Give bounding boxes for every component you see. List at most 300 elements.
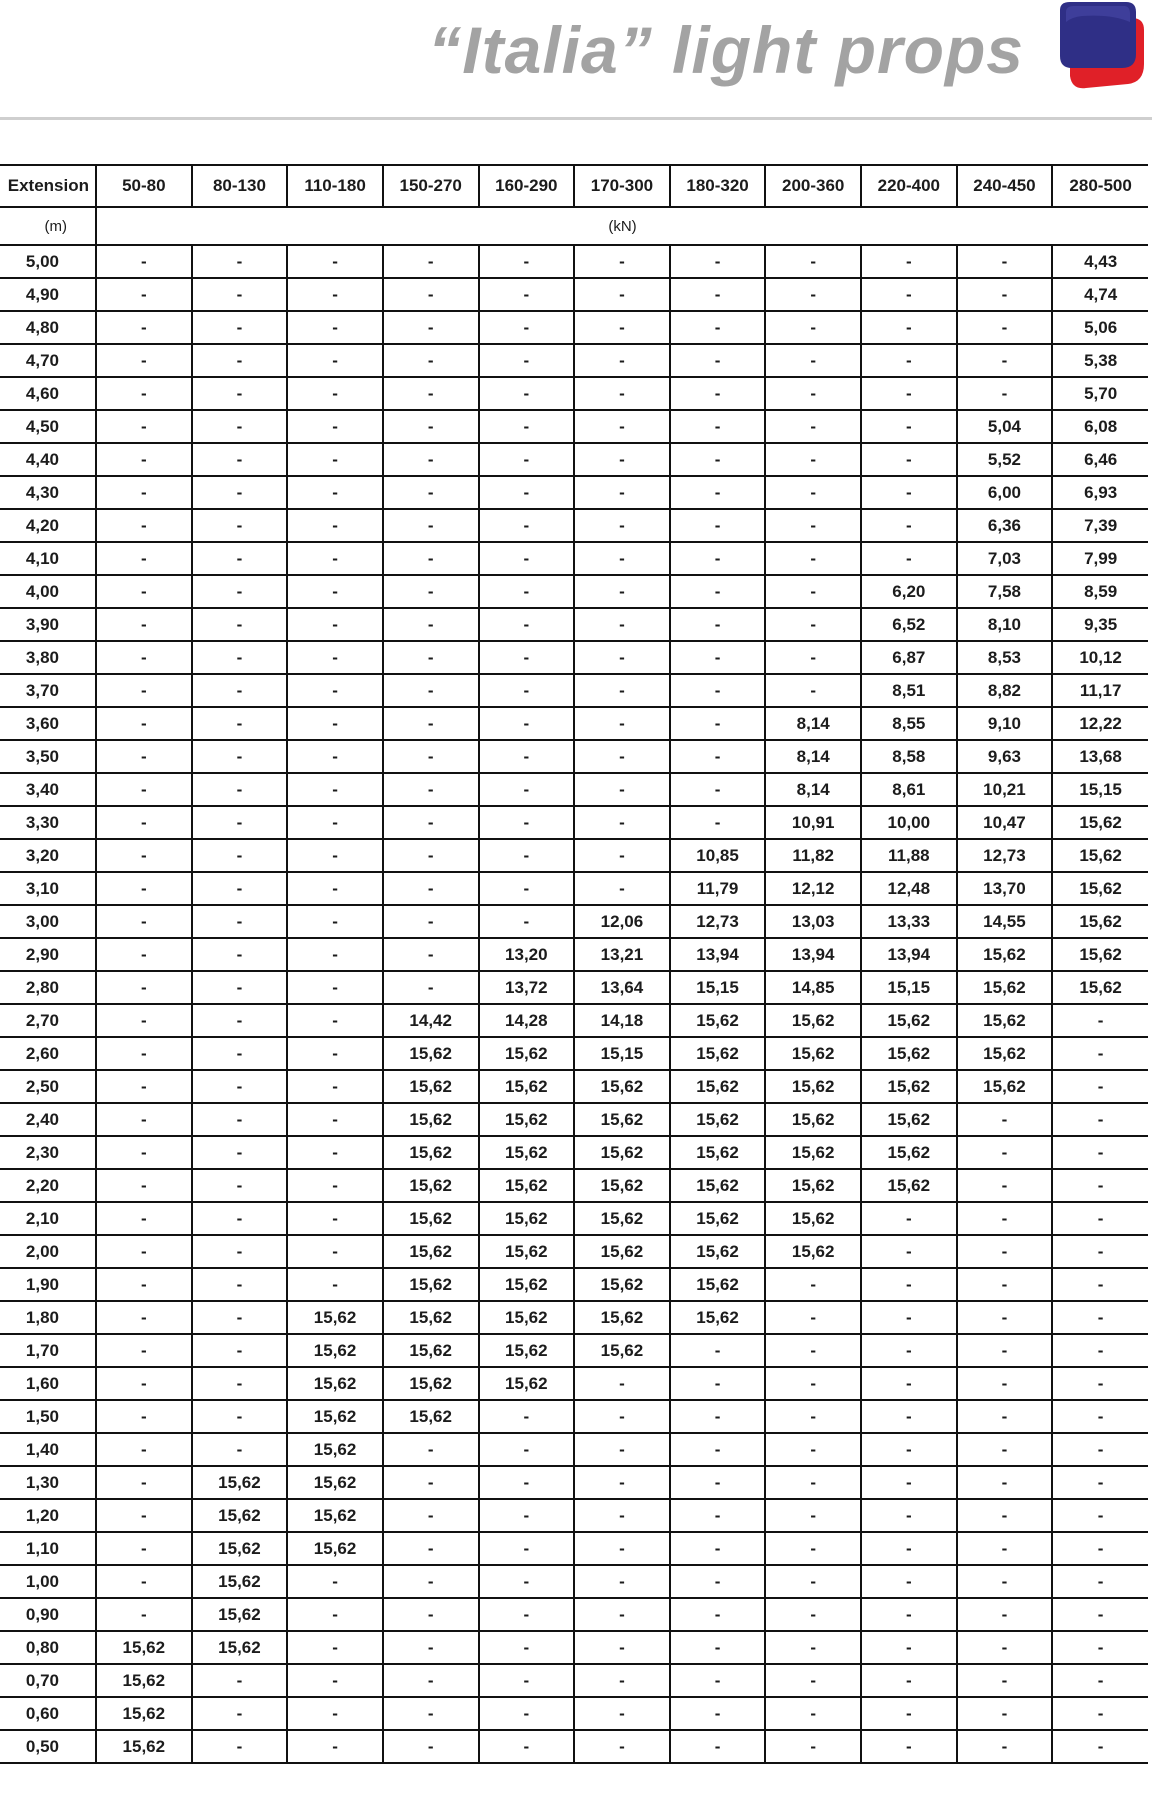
load-value-cell: - [287, 1136, 383, 1169]
load-value-cell: - [861, 1334, 957, 1367]
load-value-cell: - [957, 1598, 1053, 1631]
load-value-cell: - [1052, 1730, 1148, 1763]
load-value-cell: - [192, 575, 288, 608]
load-value-cell: - [479, 1730, 575, 1763]
load-value-cell: - [96, 839, 192, 872]
load-value-cell: - [192, 1070, 288, 1103]
load-value-cell: - [479, 773, 575, 806]
load-value-cell: - [96, 938, 192, 971]
load-value-cell: 8,14 [765, 707, 861, 740]
table-row [0, 1565, 1148, 1598]
load-value-cell: - [861, 476, 957, 509]
load-value-cell: - [479, 410, 575, 443]
load-value-cell: - [96, 707, 192, 740]
load-value-cell: - [96, 1499, 192, 1532]
extension-cell: 4,80 [0, 311, 96, 344]
table-row [0, 1004, 1148, 1037]
load-value-cell: - [479, 278, 575, 311]
load-value-cell: 15,62 [287, 1367, 383, 1400]
load-value-cell: 6,52 [861, 608, 957, 641]
brand-logo-icon [1052, 2, 1148, 94]
load-value-cell: - [765, 608, 861, 641]
load-value-cell: 15,62 [574, 1235, 670, 1268]
load-value-cell: - [287, 1268, 383, 1301]
load-value-cell: 15,62 [287, 1499, 383, 1532]
load-value-cell: 8,14 [765, 773, 861, 806]
load-value-cell: - [287, 476, 383, 509]
table-row [0, 1268, 1148, 1301]
load-value-cell: - [287, 542, 383, 575]
load-value-cell: - [479, 1400, 575, 1433]
load-value-cell: - [479, 740, 575, 773]
load-value-cell: - [192, 278, 288, 311]
load-value-cell: - [96, 1598, 192, 1631]
load-value-cell: - [479, 608, 575, 641]
table-row [0, 1136, 1148, 1169]
load-value-cell: - [383, 509, 479, 542]
load-value-cell: - [861, 1301, 957, 1334]
load-value-cell: 15,62 [96, 1730, 192, 1763]
load-value-cell: 15,62 [957, 971, 1053, 1004]
load-value-cell: 15,62 [957, 1070, 1053, 1103]
table-row [0, 1334, 1148, 1367]
column-header: 220-400 [861, 165, 957, 207]
load-value-cell: - [383, 1466, 479, 1499]
load-value-cell: 6,46 [1052, 443, 1148, 476]
load-value-cell: 15,62 [287, 1433, 383, 1466]
load-value-cell: 7,39 [1052, 509, 1148, 542]
load-value-cell: 10,12 [1052, 641, 1148, 674]
load-value-cell: - [670, 773, 766, 806]
load-value-cell: 8,58 [861, 740, 957, 773]
load-value-cell: - [192, 311, 288, 344]
load-value-cell: 14,42 [383, 1004, 479, 1037]
load-value-cell: - [670, 476, 766, 509]
load-value-cell: 5,52 [957, 443, 1053, 476]
load-value-cell: 6,93 [1052, 476, 1148, 509]
load-value-cell: - [861, 1697, 957, 1730]
extension-cell: 3,20 [0, 839, 96, 872]
load-value-cell: 15,62 [383, 1268, 479, 1301]
load-value-cell: - [192, 245, 288, 278]
load-value-cell: - [192, 1400, 288, 1433]
load-value-cell: 15,62 [1052, 806, 1148, 839]
load-value-cell: - [96, 1235, 192, 1268]
load-value-cell: - [287, 707, 383, 740]
load-value-cell: - [574, 839, 670, 872]
load-value-cell: - [479, 1631, 575, 1664]
load-value-cell: 15,62 [479, 1169, 575, 1202]
load-value-cell: - [383, 1532, 479, 1565]
load-value-cell: - [96, 278, 192, 311]
load-value-cell: 15,15 [1052, 773, 1148, 806]
table-row [0, 905, 1148, 938]
load-value-cell: 15,62 [670, 1301, 766, 1334]
load-value-cell: - [479, 377, 575, 410]
load-value-cell: 15,62 [670, 1268, 766, 1301]
extension-cell: 3,50 [0, 740, 96, 773]
load-value-cell: - [765, 509, 861, 542]
load-value-cell: - [96, 1334, 192, 1367]
load-value-cell: - [670, 278, 766, 311]
load-value-cell: - [383, 839, 479, 872]
load-value-cell: - [192, 1235, 288, 1268]
extension-cell: 4,30 [0, 476, 96, 509]
load-value-cell: - [192, 872, 288, 905]
table-row [0, 1664, 1148, 1697]
load-value-cell: - [287, 1169, 383, 1202]
load-value-cell: 13,72 [479, 971, 575, 1004]
extension-cell: 1,50 [0, 1400, 96, 1433]
load-value-cell: 15,62 [287, 1301, 383, 1334]
load-value-cell: - [96, 641, 192, 674]
load-value-cell: - [287, 1730, 383, 1763]
table-row [0, 1433, 1148, 1466]
load-value-cell: - [479, 542, 575, 575]
load-value-cell: - [574, 1499, 670, 1532]
load-value-cell: - [479, 1433, 575, 1466]
load-value-cell: - [96, 1070, 192, 1103]
load-value-cell: - [479, 1697, 575, 1730]
load-value-cell: - [192, 443, 288, 476]
load-value-cell: 15,62 [1052, 971, 1148, 1004]
column-header: 240-450 [957, 165, 1053, 207]
load-value-cell: 5,70 [1052, 377, 1148, 410]
extension-cell: 1,30 [0, 1466, 96, 1499]
load-value-cell: - [479, 1466, 575, 1499]
load-value-cell: - [670, 641, 766, 674]
load-value-cell: 5,04 [957, 410, 1053, 443]
load-value-cell: - [192, 641, 288, 674]
load-value-cell: 13,94 [861, 938, 957, 971]
load-value-cell: - [861, 443, 957, 476]
table-row [0, 1598, 1148, 1631]
extension-cell: 4,50 [0, 410, 96, 443]
load-value-cell: - [670, 1598, 766, 1631]
load-value-cell: - [1052, 1037, 1148, 1070]
load-value-cell: - [96, 740, 192, 773]
load-value-cell: - [287, 806, 383, 839]
extension-cell: 0,50 [0, 1730, 96, 1763]
load-value-cell: - [957, 1433, 1053, 1466]
load-value-cell: - [287, 938, 383, 971]
load-value-cell: - [574, 278, 670, 311]
load-value-cell: 15,62 [192, 1565, 288, 1598]
load-value-cell: - [861, 1367, 957, 1400]
load-value-cell: - [957, 377, 1053, 410]
load-value-cell: - [1052, 1664, 1148, 1697]
load-value-cell: 15,62 [287, 1466, 383, 1499]
load-value-cell: - [96, 1532, 192, 1565]
load-value-cell: - [96, 806, 192, 839]
load-value-cell: - [383, 245, 479, 278]
load-value-cell: 15,62 [861, 1103, 957, 1136]
load-value-cell: 15,62 [383, 1070, 479, 1103]
load-value-cell: - [192, 1334, 288, 1367]
load-value-cell: - [765, 1664, 861, 1697]
extension-cell: 2,00 [0, 1235, 96, 1268]
load-value-cell: - [96, 1103, 192, 1136]
extension-cell: 4,10 [0, 542, 96, 575]
load-value-cell: - [383, 575, 479, 608]
load-value-cell: - [287, 575, 383, 608]
table-row [0, 641, 1148, 674]
extension-cell: 3,90 [0, 608, 96, 641]
load-value-cell: - [670, 608, 766, 641]
load-value-cell: - [957, 1367, 1053, 1400]
load-value-cell: - [574, 1697, 670, 1730]
load-value-cell: 15,62 [861, 1070, 957, 1103]
load-value-cell: - [957, 1664, 1053, 1697]
load-value-cell: - [287, 1565, 383, 1598]
load-value-cell: - [957, 1400, 1053, 1433]
extension-cell: 1,20 [0, 1499, 96, 1532]
load-value-cell: - [957, 1169, 1053, 1202]
load-value-cell: 15,62 [1052, 938, 1148, 971]
load-value-cell: 10,85 [670, 839, 766, 872]
load-value-cell: 6,36 [957, 509, 1053, 542]
load-value-cell: - [287, 509, 383, 542]
load-value-cell: - [957, 1466, 1053, 1499]
load-value-cell: 15,62 [670, 1070, 766, 1103]
load-value-cell: - [1052, 1070, 1148, 1103]
load-value-cell: - [765, 1268, 861, 1301]
load-value-cell: - [287, 311, 383, 344]
load-value-cell: - [1052, 1697, 1148, 1730]
load-value-cell: - [861, 377, 957, 410]
load-value-cell: - [765, 1466, 861, 1499]
load-value-cell: 15,62 [574, 1334, 670, 1367]
load-value-cell: 10,91 [765, 806, 861, 839]
table-row [0, 1697, 1148, 1730]
load-value-cell: 15,15 [861, 971, 957, 1004]
column-header: 180-320 [670, 165, 766, 207]
load-value-cell: 9,10 [957, 707, 1053, 740]
load-value-cell: - [1052, 1433, 1148, 1466]
table-row [0, 1202, 1148, 1235]
load-value-cell: 15,62 [861, 1136, 957, 1169]
load-value-cell: - [861, 344, 957, 377]
load-value-cell: - [574, 806, 670, 839]
load-value-cell: 15,62 [479, 1202, 575, 1235]
load-value-cell: - [96, 1037, 192, 1070]
load-value-cell: 11,88 [861, 839, 957, 872]
load-value-cell: 13,68 [1052, 740, 1148, 773]
load-value-cell: 6,00 [957, 476, 1053, 509]
load-value-cell: - [383, 311, 479, 344]
load-value-cell: 15,62 [383, 1367, 479, 1400]
load-value-cell: 6,87 [861, 641, 957, 674]
load-value-cell: 15,62 [479, 1037, 575, 1070]
load-value-cell: - [287, 410, 383, 443]
extension-cell: 3,00 [0, 905, 96, 938]
load-value-cell: - [670, 1730, 766, 1763]
load-value-cell: - [383, 806, 479, 839]
load-value-cell: 15,62 [192, 1631, 288, 1664]
table-row [0, 1400, 1148, 1433]
load-value-cell: - [765, 1499, 861, 1532]
load-value-cell: 9,35 [1052, 608, 1148, 641]
load-value-cell: - [1052, 1202, 1148, 1235]
load-value-cell: - [574, 641, 670, 674]
load-value-cell: - [670, 377, 766, 410]
load-value-cell: - [383, 443, 479, 476]
load-value-cell: - [670, 1400, 766, 1433]
load-value-cell: 15,62 [861, 1169, 957, 1202]
load-value-cell: - [861, 1400, 957, 1433]
load-value-cell: - [765, 443, 861, 476]
load-value-cell: 15,15 [574, 1037, 670, 1070]
table-row [0, 575, 1148, 608]
table-row [0, 311, 1148, 344]
extension-cell: 1,10 [0, 1532, 96, 1565]
load-value-cell: - [670, 443, 766, 476]
load-value-cell: 15,62 [479, 1268, 575, 1301]
extension-cell: 0,80 [0, 1631, 96, 1664]
table-row [0, 1466, 1148, 1499]
load-value-cell: 15,62 [574, 1301, 670, 1334]
load-value-cell: - [192, 938, 288, 971]
load-value-cell: 7,58 [957, 575, 1053, 608]
load-value-cell: - [861, 311, 957, 344]
load-value-cell: - [383, 1730, 479, 1763]
load-value-cell: - [383, 410, 479, 443]
load-value-cell: 14,18 [574, 1004, 670, 1037]
table-row [0, 971, 1148, 1004]
load-value-cell: - [1052, 1400, 1148, 1433]
load-value-cell: 15,62 [765, 1235, 861, 1268]
load-value-cell: 12,48 [861, 872, 957, 905]
load-value-cell: - [479, 245, 575, 278]
load-value-cell: - [574, 608, 670, 641]
load-value-cell: - [192, 1697, 288, 1730]
load-value-cell: 13,70 [957, 872, 1053, 905]
load-value-cell: 15,62 [96, 1697, 192, 1730]
load-value-cell: - [765, 278, 861, 311]
extension-cell: 0,60 [0, 1697, 96, 1730]
load-value-cell: - [383, 1664, 479, 1697]
load-value-cell: - [1052, 1103, 1148, 1136]
load-value-cell: - [670, 509, 766, 542]
load-value-cell: - [96, 1367, 192, 1400]
load-value-cell: - [765, 674, 861, 707]
table-row [0, 872, 1148, 905]
load-value-cell: - [1052, 1367, 1148, 1400]
table-row [0, 806, 1148, 839]
load-value-cell: - [96, 476, 192, 509]
load-value-cell: - [192, 740, 288, 773]
load-value-cell: - [287, 1070, 383, 1103]
load-value-cell: - [287, 1037, 383, 1070]
extension-cell: 3,80 [0, 641, 96, 674]
table-row [0, 839, 1148, 872]
load-value-cell: - [383, 641, 479, 674]
load-value-cell: - [957, 1730, 1053, 1763]
load-value-cell: - [383, 971, 479, 1004]
table-row [0, 1037, 1148, 1070]
extension-cell: 2,70 [0, 1004, 96, 1037]
load-value-cell: 15,62 [1052, 839, 1148, 872]
load-value-cell: 8,53 [957, 641, 1053, 674]
load-value-cell: - [479, 344, 575, 377]
load-value-cell: - [670, 1664, 766, 1697]
column-header: 160-290 [479, 165, 575, 207]
load-value-cell: - [957, 1235, 1053, 1268]
load-value-cell: 13,03 [765, 905, 861, 938]
load-value-cell: - [1052, 1004, 1148, 1037]
load-value-cell: - [1052, 1499, 1148, 1532]
load-value-cell: - [1052, 1169, 1148, 1202]
load-value-cell: - [861, 1631, 957, 1664]
load-value-cell: 15,62 [383, 1103, 479, 1136]
load-value-cell: 8,59 [1052, 575, 1148, 608]
load-value-cell: - [861, 1730, 957, 1763]
load-value-cell: - [383, 1631, 479, 1664]
load-value-cell: 15,62 [765, 1070, 861, 1103]
load-value-cell: - [192, 674, 288, 707]
load-value-cell: - [861, 1598, 957, 1631]
load-value-cell: 15,62 [383, 1202, 479, 1235]
load-value-cell: 4,74 [1052, 278, 1148, 311]
load-value-cell: 15,62 [383, 1301, 479, 1334]
row-unit-label: (m) [0, 207, 96, 245]
load-value-cell: - [383, 773, 479, 806]
load-capacity-table [0, 164, 1148, 1764]
load-value-cell: - [383, 608, 479, 641]
load-value-cell: 5,38 [1052, 344, 1148, 377]
load-value-cell: 15,62 [1052, 872, 1148, 905]
load-value-cell: - [574, 410, 670, 443]
extension-cell: 3,30 [0, 806, 96, 839]
load-value-cell: - [574, 443, 670, 476]
load-value-cell: - [574, 245, 670, 278]
extension-cell: 5,00 [0, 245, 96, 278]
extension-cell: 4,40 [0, 443, 96, 476]
load-value-cell: - [96, 443, 192, 476]
load-value-cell: - [957, 245, 1053, 278]
table-row [0, 542, 1148, 575]
load-value-cell: - [383, 707, 479, 740]
table-row [0, 938, 1148, 971]
load-value-cell: - [861, 1202, 957, 1235]
load-value-cell: 15,62 [479, 1301, 575, 1334]
load-value-cell: - [765, 344, 861, 377]
load-value-cell: - [287, 1235, 383, 1268]
extension-cell: 1,40 [0, 1433, 96, 1466]
load-value-cell: - [957, 1301, 1053, 1334]
load-value-cell: - [574, 509, 670, 542]
load-value-cell: - [765, 1367, 861, 1400]
load-value-cell: 12,73 [670, 905, 766, 938]
load-value-cell: 15,62 [479, 1136, 575, 1169]
load-value-cell: 7,03 [957, 542, 1053, 575]
load-value-cell: - [670, 740, 766, 773]
load-value-cell: 11,82 [765, 839, 861, 872]
load-value-cell: 15,62 [861, 1004, 957, 1037]
load-value-cell: - [574, 707, 670, 740]
load-value-cell: 15,62 [670, 1103, 766, 1136]
load-value-cell: - [574, 575, 670, 608]
extension-cell: 3,10 [0, 872, 96, 905]
load-value-cell: 10,00 [861, 806, 957, 839]
column-header: 170-300 [574, 165, 670, 207]
load-value-cell: - [861, 410, 957, 443]
extension-cell: 2,90 [0, 938, 96, 971]
load-value-cell: - [574, 476, 670, 509]
load-value-cell: - [479, 674, 575, 707]
extension-cell: 1,90 [0, 1268, 96, 1301]
load-value-cell: - [383, 476, 479, 509]
